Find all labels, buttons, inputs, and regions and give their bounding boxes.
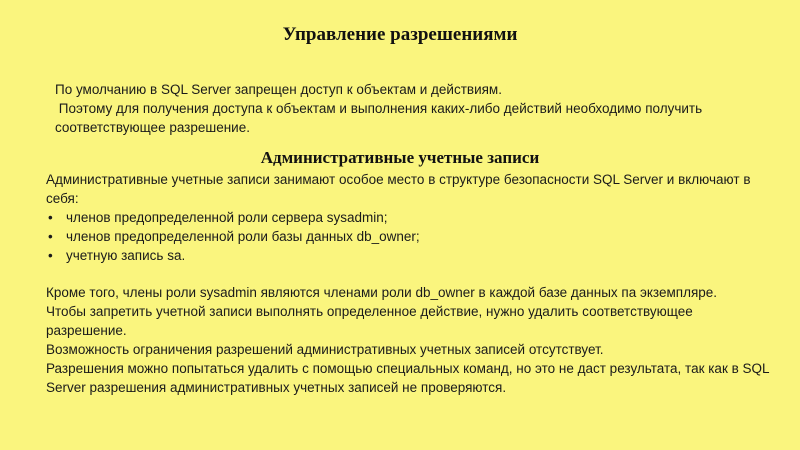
list-item: • членов предопределенной роли сервера sysadmin; [46,208,776,227]
body-paragraph-2: Кроме того, члены роли sysadmin являются членами роли db_owner в каждой базе данных па экземпляре. [46,285,718,300]
intro-line-3: соответствующее разрешение. [55,120,250,135]
body-paragraph-5: Разрешения можно попытаться удалить с помощью специальных команд, но это не даст результата, так как в SQL Server разрешения административных учетных записей не проверяются. [46,361,770,395]
admin-accounts-list [46,208,776,265]
section-subtitle: Административные учетные записи [260,148,540,167]
intro-text [55,80,775,137]
intro-line-2: Поэтому для получения доступа к объектам и выполнения каких-либо действий необходимо получить [55,101,703,116]
section-body [46,170,776,397]
list-item: • учетную запись sa. [46,246,776,265]
body-paragraph-1: Административные учетные записи занимают особое место в структуре безопасности SQL Server и включают в себя: [46,172,751,206]
intro-line-1: По умолчанию в SQL Server запрещен доступ к объектам и действиям. [55,82,502,97]
slide-title: Управление разрешениями [282,24,518,45]
body-paragraph-3: Чтобы запретить учетной записи выполнять определенное действие, нужно удалить соответствующее разрешение. [46,304,693,338]
spacer [46,265,776,283]
body-paragraph-4: Возможность ограничения разрешений административных учетных записей отсутствует. [46,342,604,357]
list-item: • членов предопределенной роли базы данных db_owner; [46,227,776,246]
